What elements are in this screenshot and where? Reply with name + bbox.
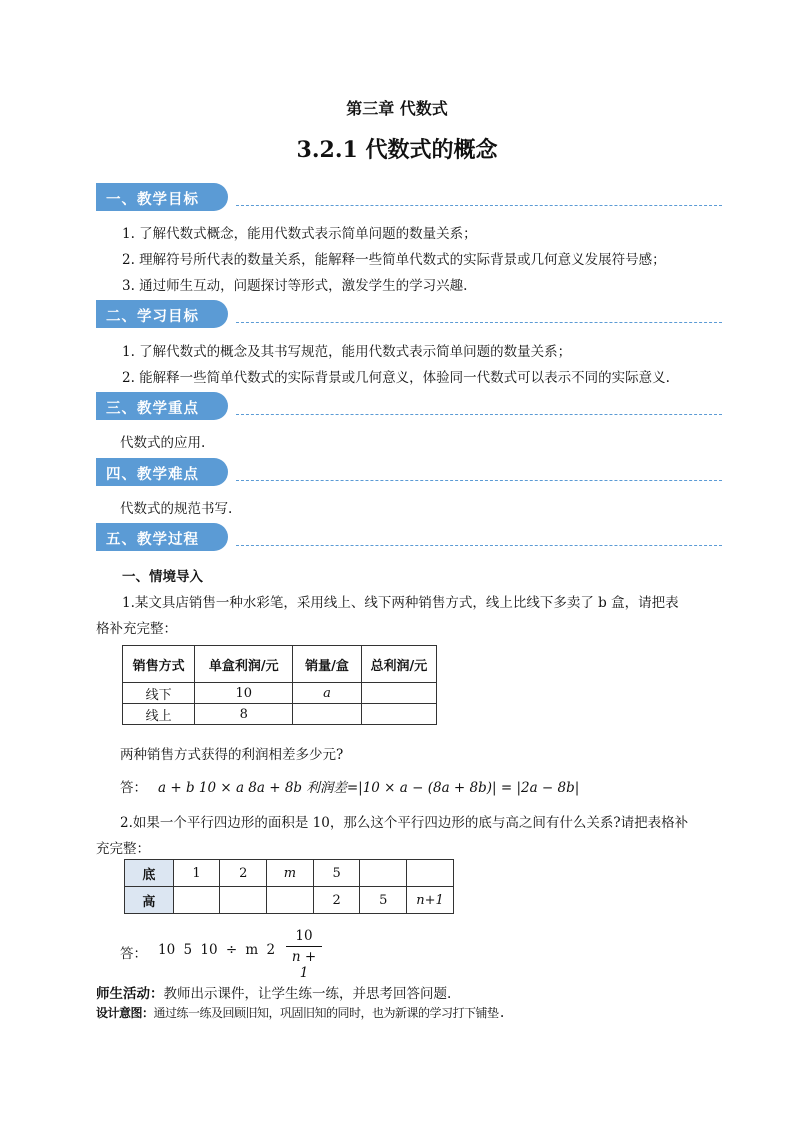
table-cell: 10 — [195, 683, 293, 704]
question-1-text-cont: 格补充完整： — [96, 621, 177, 637]
table-cell: m — [267, 860, 314, 887]
answer-2-fraction — [286, 928, 322, 981]
section-divider — [236, 414, 722, 415]
section-tag — [96, 183, 228, 211]
difficulty-text: 代数式的规范书写. — [120, 501, 233, 517]
table-cell — [267, 887, 314, 914]
table-header-cell: 销量/盒 — [293, 646, 361, 683]
activity-text: 教师出示课件，让学生练一练，并思考回答问题. — [163, 986, 452, 1002]
fraction-numerator: 10 — [295, 928, 313, 944]
table-cell: 线上 — [123, 704, 195, 725]
teaching-goal-item: 2. 理解符号所代表的数量关系，能解释一些简单代数式的实际背景或几何意义发展符号感； — [122, 252, 666, 268]
section-label: 二、学习目标 — [106, 309, 199, 325]
answer-1-expression: a + b 10 × a 8a + 8b 利润差=|10 × a − (8a + 8b)| = |2a − 8b| — [158, 780, 580, 796]
page-title: 3.2.1 代数式的概念 — [296, 137, 498, 163]
table-header-cell: 销售方式 — [123, 646, 195, 683]
section-process — [96, 523, 722, 555]
section-label: 一、教学目标 — [106, 192, 199, 208]
table-cell — [293, 704, 361, 725]
table-cell — [220, 887, 267, 914]
section-teaching-goals — [96, 183, 722, 215]
design-text: 通过练一练及回顾旧知，巩固旧知的同时，也为新课的学习打下铺垫. — [153, 1006, 506, 1020]
section-divider — [236, 322, 722, 323]
section-tag — [96, 523, 228, 551]
question-2-text: 2.如果一个平行四边形的面积是 10，那么这个平行四边形的底与高之间有什么关系?请把表格补 — [120, 815, 689, 831]
question-2-text-cont: 充完整： — [96, 841, 150, 857]
parallelogram-table — [124, 859, 454, 914]
question-1-text: 1.某文具店销售一种水彩笔，采用线上、线下两种销售方式，线上比线下多卖了 b 盒，请把表 — [122, 595, 679, 611]
table-cell — [361, 683, 436, 704]
answer-2-expression: 10 5 10 ÷ m 2 — [158, 942, 276, 958]
section-learning-goals — [96, 300, 722, 332]
table-header-cell: 单盒利润/元 — [195, 646, 293, 683]
section-tag — [96, 300, 228, 328]
question-1-prompt: 两种销售方式获得的利润相差多少元? — [120, 747, 344, 763]
table-cell: 5 — [360, 887, 407, 914]
activity-label: 师生活动： — [96, 986, 164, 1002]
fraction-bar — [286, 946, 322, 947]
table-cell — [360, 860, 407, 887]
table-cell: 2 — [220, 860, 267, 887]
section-tag — [96, 458, 228, 486]
table-cell: 8 — [195, 704, 293, 725]
design-label: 设计意图： — [96, 1006, 154, 1020]
table-header-cell: 总利润/元 — [361, 646, 436, 683]
table-cell: 线下 — [123, 683, 195, 704]
section-label: 五、教学过程 — [106, 532, 199, 548]
learning-goal-item: 2. 能解释一些简单代数式的实际背景或几何意义，体验同一代数式可以表示不同的实际意义. — [122, 370, 670, 386]
table-header-row — [123, 646, 437, 683]
section-label: 三、教学重点 — [106, 401, 199, 417]
table-row — [123, 704, 437, 725]
table-cell: 2 — [313, 887, 360, 914]
sales-table — [122, 645, 437, 725]
table-cell: a — [293, 683, 361, 704]
table-cell — [361, 704, 436, 725]
section-key-point — [96, 392, 722, 424]
table-row — [125, 887, 454, 914]
teaching-goal-item: 3. 通过师生互动，问题探讨等形式，激发学生的学习兴趣. — [122, 278, 468, 294]
chapter-heading: 第三章 代数式 — [346, 99, 448, 118]
table-cell — [173, 887, 220, 914]
teaching-goal-item: 1. 了解代数式概念，能用代数式表示简单问题的数量关系； — [122, 226, 477, 242]
section-divider — [236, 480, 722, 481]
table-cell: 1 — [173, 860, 220, 887]
table-row — [123, 683, 437, 704]
table-row — [125, 860, 454, 887]
answer-label: 答： — [120, 780, 147, 796]
learning-goal-item: 1. 了解代数式的概念及其书写规范，能用代数式表示简单问题的数量关系； — [122, 344, 572, 360]
table-cell — [407, 860, 454, 887]
section-divider — [236, 545, 722, 546]
key-point-text: 代数式的应用. — [120, 435, 206, 451]
table-cell: 5 — [313, 860, 360, 887]
table-row-label: 高 — [125, 887, 174, 914]
table-cell: n+1 — [407, 887, 454, 914]
subsection-heading: 一、情境导入 — [122, 569, 203, 585]
section-divider — [236, 205, 722, 206]
table-row-label: 底 — [125, 860, 174, 887]
answer-label: 答： — [120, 946, 147, 962]
fraction-denominator: n + 1 — [291, 949, 317, 981]
section-label: 四、教学难点 — [106, 467, 199, 483]
section-difficulty — [96, 458, 722, 490]
section-tag — [96, 392, 228, 420]
